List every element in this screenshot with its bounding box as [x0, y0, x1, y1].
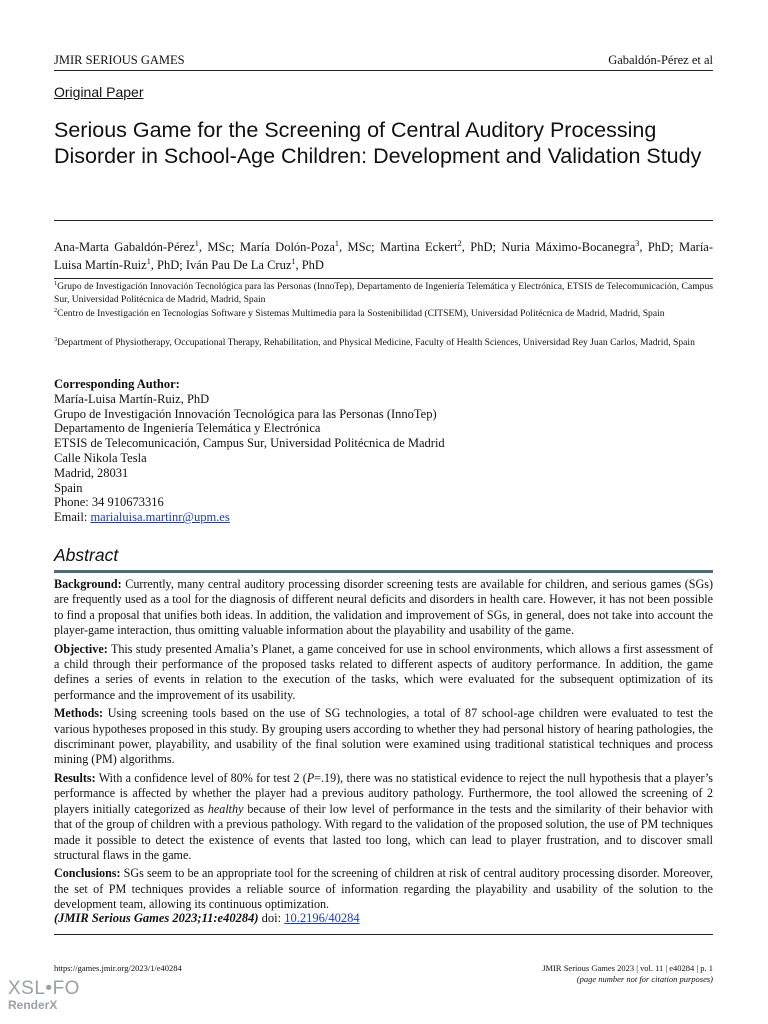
author-affiliation: 1 — [194, 238, 199, 248]
author-list: Ana-Marta Gabaldón-Pérez$^1$, MSc; María Dolón-Poza$^1$, MSc; Martina Eckert$^2$, PhD; Nuria Máximo-Bocanegra$^3$, PhD; María-Luisa Martín-Ruiz$^1$, PhD; Iván Pau De La Cruz$^1$, PhD — [54, 238, 714, 272]
footer-note: (page number not for citation purposes) — [576, 974, 713, 984]
footer-url: https://games.jmir.org/2023/1/e40284 — [54, 963, 182, 973]
corresponding-line: Departamento de Ingeniería Telemática y Electrónica — [54, 421, 321, 436]
corresponding-line: María-Luisa Martín-Ruiz, PhD — [54, 391, 210, 406]
section-text: SGs seem to be an appropriate tool for the screening of children at risk of central auditory processing disorder. Moreover, the set of PM techniques provides a reliable source of information regarding the playability and usability of the solution to the development team, allowing its continuous optimization. — [54, 866, 714, 912]
authors-rule — [54, 278, 713, 279]
p-symbol: P — [306, 770, 315, 785]
email-link[interactable]: marialuisa.martinr@upm.es — [90, 510, 230, 525]
section-label: Methods: — [54, 706, 104, 721]
abstract-background — [54, 577, 713, 639]
citation-journal: (JMIR Serious Games 2023;11:e40284) — [54, 911, 259, 925]
section-label: Objective: — [54, 641, 108, 656]
author-affiliation: 1 — [334, 238, 339, 248]
section-text: With a confidence level of 80% for test 2 ( — [98, 770, 307, 785]
affiliation-number: 1 — [54, 279, 58, 287]
paper-type: Original Paper — [54, 84, 144, 100]
renderx-watermark — [8, 978, 80, 1012]
corresponding-line: Calle Nikola Tesla — [54, 450, 147, 465]
author-name: María-Luisa Martín-Ruiz — [54, 240, 714, 272]
corresponding-label: Corresponding Author: — [54, 377, 180, 391]
affiliation — [54, 281, 713, 306]
abstract-methods — [54, 706, 713, 768]
section-label: Background: — [54, 577, 122, 591]
author-affiliation: 2 — [457, 238, 462, 248]
author-name: Martina Eckert — [380, 240, 458, 254]
emphasis: healthy — [207, 801, 244, 816]
email-label: Email: — [54, 510, 91, 525]
author-degree: PhD — [157, 258, 180, 272]
footer-info: JMIR Serious Games 2023 | vol. 11 | e40284 | p. 1 — [542, 963, 713, 973]
corresponding-line: Grupo de Investigación Innovación Tecnológica para las Personas (InnoTep) — [54, 406, 437, 421]
author-degree: PhD — [301, 258, 324, 272]
running-author: Gabaldón-Pérez et al — [608, 53, 713, 67]
doi-link[interactable]: 10.2196/40284 — [284, 911, 360, 925]
watermark-line2: RenderX — [8, 998, 58, 1012]
section-text: Using screening tools based on the use of SG technologies, a total of 87 school-age children were evaluated to test the various hypotheses proposed in this study. By grouping users according to whether they had personal history of hearing pathologies, the discriminant power, playability, and usability of the final solution were examined using traditional statistical techniques and process mining (PM) algorithms. — [54, 706, 713, 767]
corresponding-line: Madrid, 28031 — [54, 465, 129, 480]
doi-label: doi: — [261, 911, 282, 925]
abstract-body — [54, 577, 713, 916]
title-rule — [54, 220, 713, 221]
affiliation-text: Department of Physiotherapy, Occupational Therapy, Rehabilitation, and Physical Medicine, Faculty of Health Sciences, Universidad Rey Juan Carlos, Madrid, Spain — [57, 337, 695, 348]
journal-name: JMIR SERIOUS GAMES — [54, 53, 185, 67]
author-name: María Dolón-Poza — [239, 240, 335, 254]
abstract-objective — [54, 642, 713, 704]
affiliation-text: Centro de Investigación en Tecnologías Software y Sistemas Multimedia para la Sostenibilidad (CITSEM), Universidad Politécnica de Madrid, Madrid, Spain — [57, 308, 665, 319]
affiliation-number: 2 — [54, 306, 58, 314]
header-rule — [54, 70, 713, 71]
footer-right — [542, 963, 713, 985]
watermark-line1: XSL•FO — [8, 978, 80, 999]
section-text: Currently, many central auditory processing disorder screening tests are available for children, and serious games (SGs) are frequently used as a tool for the diagnosis of different neural deficits and disorders in health care. However, it has not been possible to find a proposal that unifies both ideas. In addition, the validation and improvement of SGs, in general, does not take into account the player-game interaction, thus omitting valuable information about the playability and usability of the game. — [54, 577, 713, 638]
author-degree: MSc — [347, 240, 372, 254]
section-text: =.19), there was no statistical evidence to reject the null hypothesis that a player’s performance is affected by whether the player had a previous auditory pathology. Furthermore, the tool allowed the screening of 2 players initially categorized as — [54, 770, 714, 816]
corresponding-email-line — [54, 510, 713, 525]
section-text: because of their low level of performance in the tests and the similarity of their behavior with that of the group of children with a previous pathology. With regard to the validation of the proposed solution, the use of PM techniques made it possible to detect the existence of events that lasted too long, which can lead to player frustration, and to discover small structural flaws in the game. — [54, 801, 713, 862]
paper-title: Serious Game for the Screening of Central Auditory Processing Disorder in School-Age Children: Development and Validation Study — [54, 118, 702, 168]
corresponding-line: Spain — [54, 480, 83, 495]
corresponding-line: ETSIS de Telecomunicación, Campus Sur, Universidad Politécnica de Madrid — [54, 436, 445, 451]
author-degree: MSc — [207, 240, 232, 254]
section-label: Conclusions: — [54, 866, 121, 881]
corresponding-author — [54, 377, 713, 525]
author-degree: PhD — [647, 240, 671, 254]
section-label: Results: — [54, 770, 96, 785]
section-text: This study presented Amalia’s Planet, a game conceived for use in school environments, which allows a first assessment of a child through their performance of the proposed tasks related to different aspects of auditory performance. In addition, the game defines a series of events in relation to the execution of the tasks, which were evaluated for the subsequent optimization of its performance and the improvement of its usability. — [54, 641, 713, 702]
citation-rule — [54, 934, 713, 935]
abstract-conclusions — [54, 866, 713, 912]
abstract-results — [54, 771, 713, 863]
author-affiliation: 1 — [291, 256, 296, 266]
author-degree: PhD — [470, 240, 493, 254]
abstract-rule — [54, 570, 713, 573]
abstract-heading: Abstract — [54, 545, 119, 565]
affiliation-text: Grupo de Investigación Innovación Tecnológica para las Personas (InnoTep), Departamento de Ingeniería Telemática y Electrónica, ETSIS de Telecomunicación, Campus Sur, Universidad Politécnica de Madrid, Madrid, Spain — [54, 281, 713, 305]
author-affiliation: 1 — [146, 256, 151, 266]
affiliation — [54, 308, 713, 321]
corresponding-line: Phone: 34 910673316 — [54, 495, 164, 510]
citation — [54, 911, 360, 926]
affiliation — [54, 337, 713, 350]
author-affiliation: 3 — [635, 238, 640, 248]
affiliation-number: 3 — [54, 335, 58, 343]
author-name: Ana-Marta Gabaldón-Pérez — [54, 240, 195, 254]
author-name: Iván Pau De La Cruz — [185, 258, 292, 272]
author-name: Nuria Máximo-Bocanegra — [501, 240, 636, 254]
